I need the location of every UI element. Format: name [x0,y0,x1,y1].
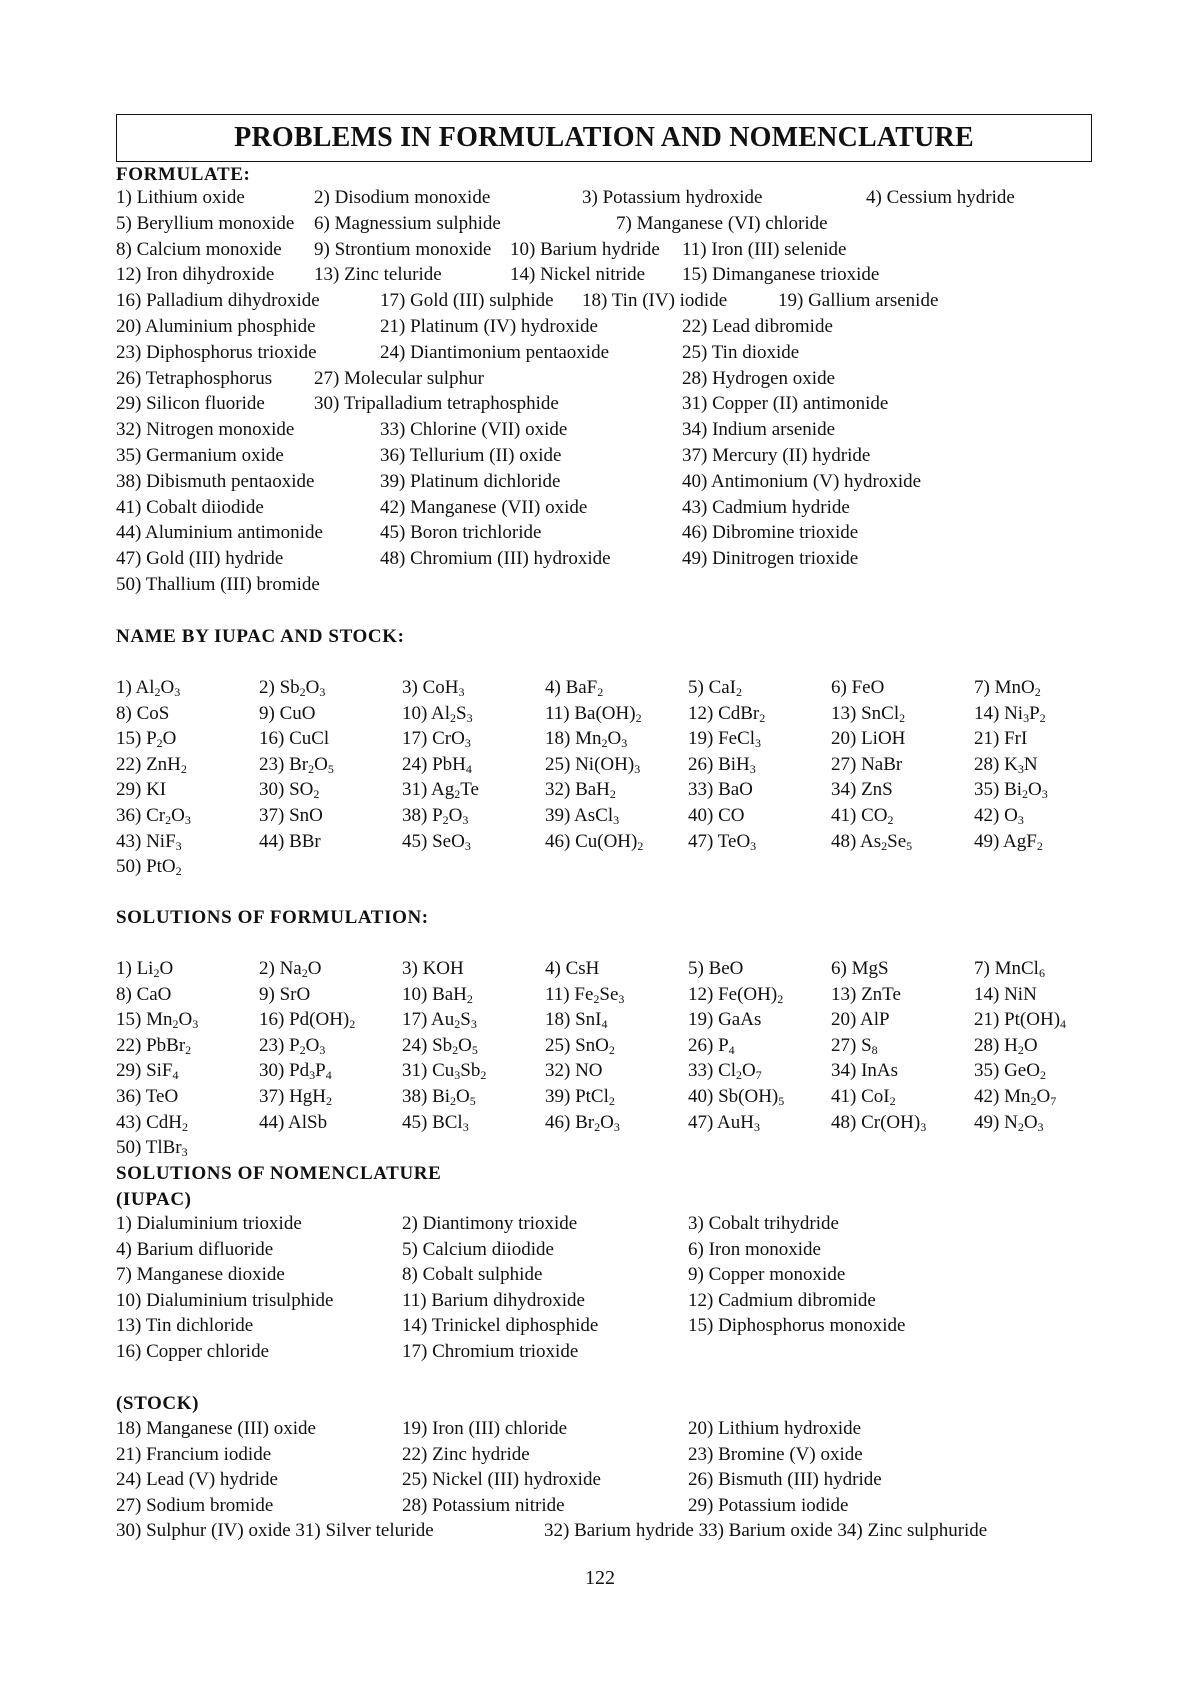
list-item: 22) ZnH$_2$ [116,753,187,776]
list-item: 4) Barium difluoride [116,1238,274,1260]
list-item: 11) Barium dihydroxide [402,1289,585,1311]
list-item: 39) AsCl$_3$ [545,805,620,827]
list-item: 26) Bismuth (III) hydride [688,1469,882,1491]
list-row [116,779,1116,805]
list-item: 3) Cobalt trihydride [688,1213,839,1234]
list-row [116,1086,1116,1112]
list-row [116,342,1116,368]
list-row [116,1315,1116,1341]
list-row [116,213,1116,239]
list-item: 49) Dinitrogen trioxide [682,548,859,570]
list-item: 45) BCl$_3$ [402,1111,469,1134]
list-item: 22) Lead dibromide [682,316,833,337]
list-item: 30) $Pd_3P_4$ [259,1060,332,1083]
list-item: 25) Nickel (III) hydroxide [402,1469,601,1491]
list-item: 5) Beryllium monoxide [116,212,295,234]
list-item: 17) Chromium trioxide [402,1341,579,1362]
list-row [116,856,1116,882]
list-item: 29) SiF$_4$ [116,1060,179,1083]
list-item: 39) Platinum dichloride [380,470,561,492]
list-item: 21) FrI [974,728,1028,750]
list-item: 26) BiH$_3$ [688,753,756,776]
list-item: 10) $Al_2S_3$ [402,702,473,725]
list-item: 27) NaBr [831,753,903,775]
list-row [116,677,1116,703]
list-item: 38) $Bi_2O_5$ [402,1086,476,1108]
list-item: 19) Iron (III) chloride [402,1418,568,1439]
list-row [116,445,1116,471]
list-item: 1) Lithium oxide [116,187,245,208]
list-item: 2) Diantimony trioxide [402,1213,578,1234]
list-row [116,1213,1116,1239]
list-item: 40) $Sb(OH)_5$ [688,1086,785,1108]
list-item: 34) ZnS [831,779,893,801]
list-item: 20) Aluminium phosphide [116,316,316,337]
list-item: 47) AuH$_3$ [688,1111,760,1134]
list-item: 28) $K_3N$ [974,753,1038,776]
list-item: 5) Calcium diiodide [402,1238,554,1260]
list-item: 25) $Ni(OH)_3$ [545,753,641,776]
list-item: 46) $Br_2O_3$ [545,1111,620,1134]
list-row [116,958,1116,984]
list-item: 9) SrO [259,983,311,1005]
list-item: 7) MnCl$_6$ [974,958,1045,980]
list-row [116,290,1116,316]
page-title: PROBLEMS IN FORMULATION AND NOMENCLATURE [234,122,974,153]
list-item: 35) Germanium oxide [116,445,284,466]
list-item: 29) Potassium iodide [688,1494,849,1516]
list-item: 19) GaAs [688,1009,762,1031]
list-item: 13) ZnTe [831,983,901,1005]
list-item: 10) BaH$_2$ [402,983,473,1006]
list-item: 17) Gold (III) sulphide [380,290,554,312]
list-item: 48) $Cr(OH)_3$ [831,1111,927,1134]
list-item: 36) $Cr_2O_3$ [116,805,191,827]
list-item: 30) Sulphur (IV) oxide 31) Silver teluride [116,1520,434,1541]
list-row [116,1060,1116,1086]
list-item: 8) Cobalt sulphide [402,1264,543,1286]
list-item: 28) Hydrogen oxide [682,367,836,389]
list-item: 8) CaO [116,983,172,1005]
list-row [116,984,1116,1010]
list-item: 8) CoS [116,702,170,724]
list-item: 39) PtCl$_2$ [545,1086,615,1108]
formulate-heading: FORMULATE: [116,164,251,185]
list-item: 37) Mercury (II) hydride [682,445,871,466]
list-item: 47) TeO$_3$ [688,830,757,853]
list-row [116,368,1116,394]
list-item: 41) Cobalt diiodide [116,496,264,518]
list-item: 9) Strontium monoxide [314,238,492,260]
list-item: 14) $Ni_3P_2$ [974,702,1046,725]
list-item: 16) CuCl [259,728,330,750]
list-item: 46) Dibromine trioxide [682,522,859,544]
list-item: 25) Tin dioxide [682,341,800,363]
list-item: 16) Copper chloride [116,1341,270,1362]
list-item: 18) Manganese (III) oxide [116,1418,316,1439]
list-item: 9) CuO [259,702,316,724]
list-item: 15) Dimanganese trioxide [682,264,880,286]
list-item: 50) PtO$_2$ [116,856,182,879]
list-item: 27) Molecular sulphur [314,367,484,389]
list-item: 10) Dialuminium trisulphide [116,1289,334,1311]
sol-formulation-heading: SOLUTIONS OF FORMULATION: [116,907,429,928]
list-item: 40) Antimonium (V) hydroxide [682,470,922,492]
list-item: 9) Copper monoxide [688,1264,846,1286]
list-item: 20) Lithium hydroxide [688,1418,862,1439]
list-item: 21) Francium iodide [116,1443,272,1465]
list-item: 31) $Cu_3Sb_2$ [402,1060,487,1083]
list-item: 27) $S_8$ [831,1034,878,1057]
list-row [116,1239,1116,1265]
list-item: 11) $Fe_2Se_3$ [545,983,625,1006]
list-item: 2) $Na_2O$ [259,958,322,980]
list-row [116,754,1116,780]
list-item: 44) BBr [259,830,321,852]
list-item: 48) Chromium (III) hydroxide [380,548,611,570]
list-item: 23) Bromine (V) oxide [688,1443,863,1465]
list-item: 7) Manganese (VI) chloride [616,212,828,234]
list-item: 24) Diantimonium pentaoxide [380,341,610,363]
list-item: 12) CdBr$_2$ [688,702,766,725]
list-row [116,1264,1116,1290]
list-item: 11) $Ba(OH)_2$ [545,702,642,725]
list-item: 38) Dibismuth pentaoxide [116,470,315,492]
list-item: 18) $Mn_2O_3$ [545,728,628,751]
list-item: 24) PbH$_4$ [402,753,472,776]
list-item: 23) Diphosphorus trioxide [116,341,317,363]
list-item: 15) $P_2O$ [116,728,177,751]
list-item: 45) SeO$_3$ [402,830,471,853]
list-item: 4) CsH [545,958,600,979]
list-item: 21) $Pt(OH)_4$ [974,1009,1067,1032]
list-item: 43) Cadmium hydride [682,496,850,518]
name-by-heading: NAME BY IUPAC AND STOCK: [116,626,405,647]
list-item: 31) Copper (II) antimonide [682,393,889,415]
list-item: 13) SnCl$_2$ [831,702,906,725]
list-item: 28) $H_2O$ [974,1034,1038,1057]
list-row [116,316,1116,342]
list-item: 30) $SO_2$ [259,779,320,802]
list-row [116,805,1116,831]
list-item: 48) $As_2Se_5$ [831,830,913,853]
list-item: 17) $Au_2S_3$ [402,1009,477,1032]
list-row [116,419,1116,445]
list-item: 34) InAs [831,1060,899,1082]
list-row [116,1418,1116,1444]
list-item: 8) Calcium monoxide [116,238,282,260]
list-item: 44) Aluminium antimonide [116,522,323,544]
list-item: 25) SnO$_2$ [545,1034,615,1057]
list-item: 32) Barium hydride 33) Barium oxide 34) Zinc sulphuride [544,1520,988,1541]
list-item: 24) Lead (V) hydride [116,1469,278,1491]
list-item: 18) SnI$_4$ [545,1009,608,1032]
list-item: 45) Boron trichloride [380,522,542,544]
list-item: 19) Gallium arsenide [778,290,939,312]
list-item: 16) Palladium dihydroxide [116,290,320,312]
list-row [116,574,1116,600]
list-item: 28) Potassium nitride [402,1494,565,1516]
list-item: 12) Iron dihydroxide [116,264,275,286]
list-item: 14) Trinickel diphosphide [402,1315,599,1337]
list-item: 46) $Cu(OH)_2$ [545,830,644,853]
list-item: 42) $Mn_2O_7$ [974,1086,1057,1108]
list-item: 26) Tetraphosphorus [116,367,273,389]
list-item: 38) $P_2O_3$ [402,805,469,827]
list-item: 47) Gold (III) hydride [116,548,284,570]
list-item: 6) FeO [831,677,885,698]
list-item: 42) Manganese (VII) oxide [380,496,588,518]
list-item: 16) $Pd(OH)_2$ [259,1009,356,1032]
list-item: 49) $N_2O_3$ [974,1111,1044,1134]
list-item: 34) Indium arsenide [682,419,836,441]
list-item: 50) TlBr$_3$ [116,1137,188,1160]
iupac-label: (IUPAC) [116,1189,192,1210]
list-row [116,831,1116,857]
list-item: 33) Chlorine (VII) oxide [380,419,568,441]
list-item: 10) Barium hydride [510,238,660,260]
list-item: 13) Tin dichloride [116,1315,254,1337]
sol-nomenclature-heading: SOLUTIONS OF NOMENCLATURE [116,1163,442,1184]
list-row [116,187,1116,213]
list-item: 32) BaH$_2$ [545,779,616,802]
list-item: 40) CO [688,805,745,826]
list-row [116,1444,1116,1470]
list-item: 43) NiF$_3$ [116,830,182,853]
list-row [116,264,1116,290]
list-item: 7) MnO$_2$ [974,677,1041,699]
list-row [116,1035,1116,1061]
list-item: 6) MgS [831,958,889,979]
list-item: 1) Dialuminium trioxide [116,1213,302,1234]
list-item: 5) BeO [688,958,744,979]
list-item: 23) $Br_2O_5$ [259,753,334,776]
list-row [116,497,1116,523]
list-row [116,1341,1116,1367]
list-item: 35) GeO$_2$ [974,1060,1046,1083]
list-item: 22) Zinc hydride [402,1443,530,1465]
list-item: 37) SnO [259,805,323,826]
list-item: 35) $Bi_2O_3$ [974,779,1048,802]
list-item: 2) Disodium monoxide [314,187,491,208]
list-item: 20) LiOH [831,728,906,750]
list-item: 32) NO [545,1060,603,1082]
list-item: 17) CrO$_3$ [402,728,471,751]
list-item: 41) $CO_2$ [831,805,894,827]
list-item: 31) $Ag_2Te$ [402,779,479,802]
list-item: 32) Nitrogen monoxide [116,419,295,441]
list-item: 41) CoI$_2$ [831,1086,896,1108]
list-item: 33) $Cl_2O_7$ [688,1060,762,1083]
list-item: 15) $Mn_2O_3$ [116,1009,199,1032]
list-item: 36) Tellurium (II) oxide [380,445,562,466]
list-item: 3) KOH [402,958,464,979]
list-row [116,728,1116,754]
list-item: 37) HgH$_2$ [259,1086,333,1108]
list-item: 1) $Al_2O_3$ [116,677,181,699]
list-row [116,1469,1116,1495]
list-item: 11) Iron (III) selenide [682,238,847,260]
list-item: 6) Magnessium sulphide [314,212,501,234]
list-item: 30) Tripalladium tetraphosphide [314,393,559,415]
list-item: 19) FeCl$_3$ [688,728,762,751]
list-item: 44) AlSb [259,1111,328,1133]
list-row [116,1009,1116,1035]
list-item: 3) CoH$_3$ [402,677,465,699]
list-item: 5) CaI$_2$ [688,677,743,699]
list-item: 15) Diphosphorus monoxide [688,1315,906,1337]
list-item: 27) Sodium bromide [116,1494,274,1516]
list-item: 36) TeO [116,1086,179,1107]
list-item: 12) Cadmium dibromide [688,1289,876,1311]
list-item: 20) AlP [831,1009,890,1031]
list-row [116,1112,1116,1138]
list-item: 14) Nickel nitride [510,264,646,286]
list-item: 23) $P_2O_3$ [259,1034,326,1057]
list-item: 26) $P_4$ [688,1034,735,1057]
stock-label: (STOCK) [116,1393,200,1414]
list-item: 29) Silicon fluoride [116,393,265,415]
list-item: 50) Thallium (III) bromide [116,574,320,595]
list-row [116,1520,1116,1546]
list-item: 6) Iron monoxide [688,1238,821,1260]
list-item: 29) KI [116,779,167,801]
list-item: 2) $Sb_2O_3$ [259,677,326,699]
list-item: 4) BaF$_2$ [545,677,604,699]
list-row [116,1137,1116,1163]
list-item: 3) Potassium hydroxide [582,187,763,208]
list-item: 42) $O_3$ [974,805,1024,827]
list-item: 49) AgF$_2$ [974,830,1043,853]
list-item: 22) PbBr$_2$ [116,1034,192,1057]
list-item: 1) $Li_2O$ [116,958,174,980]
list-row [116,471,1116,497]
list-row [116,548,1116,574]
list-item: 18) Tin (IV) iodide [582,290,728,312]
list-row [116,393,1116,419]
list-item: 13) Zinc teluride [314,264,442,286]
list-row [116,1290,1116,1316]
list-row [116,522,1116,548]
list-row [116,703,1116,729]
list-row [116,1495,1116,1521]
list-item: 33) BaO [688,779,753,801]
title-box [116,114,1092,162]
list-item: 24) $Sb_2O_5$ [402,1034,478,1057]
list-row [116,239,1116,265]
list-item: 21) Platinum (IV) hydroxide [380,316,598,337]
list-item: 12) $Fe(OH)_2$ [688,983,784,1006]
list-item: 14) NiN [974,983,1037,1005]
list-item: 43) CdH$_2$ [116,1111,188,1134]
list-item: 4) Cessium hydride [866,187,1015,208]
list-item: 7) Manganese dioxide [116,1264,285,1286]
page-number: 122 [585,1567,615,1589]
